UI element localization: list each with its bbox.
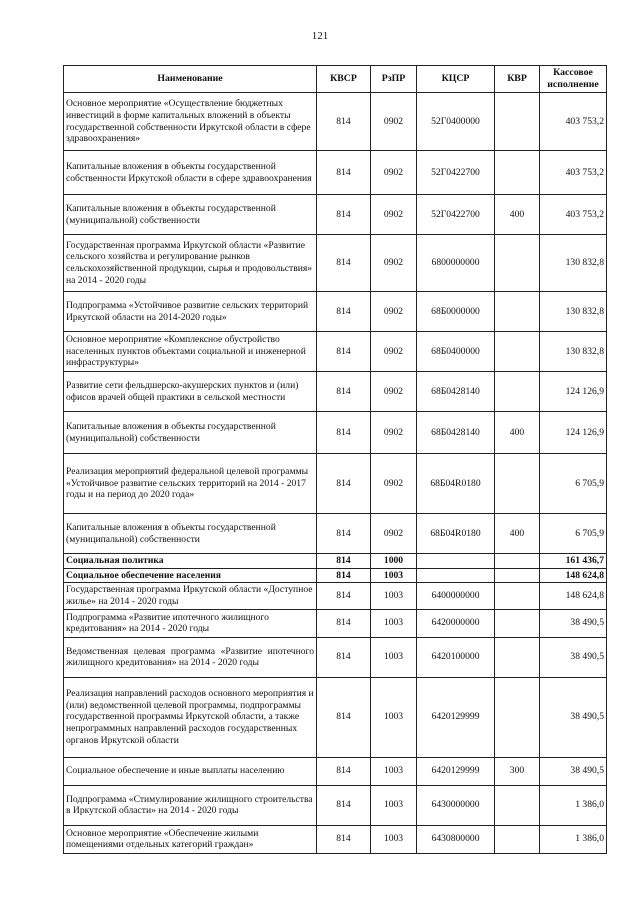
- cell-amount: 148 624,8: [540, 583, 607, 609]
- table-row: [64, 372, 607, 412]
- cell-name: Социальное обеспечение и иные выплаты населению: [64, 757, 317, 785]
- header-kcsr: КЦСР: [417, 66, 495, 93]
- cell-kvr: [495, 825, 540, 853]
- cell-kvsr: 814: [317, 568, 371, 583]
- table-row: [64, 292, 607, 332]
- cell-amount: 38 490,5: [540, 677, 607, 757]
- cell-kvr: [495, 372, 540, 412]
- cell-name: Ведомственная целевая программа «Развитие ипотечного жилищного кредитования» на 2014 - 2020 годы: [64, 637, 317, 677]
- cell-kcsr: 68Б04R0180: [417, 454, 495, 514]
- table-row: [64, 677, 607, 757]
- cell-amount: 130 832,8: [540, 332, 607, 372]
- cell-rzpr: 1003: [371, 637, 417, 677]
- cell-rzpr: 0902: [371, 372, 417, 412]
- cell-amount: 161 436,7: [540, 554, 607, 569]
- cell-kvr: 400: [495, 412, 540, 454]
- cell-name: Реализация мероприятий федеральной целевой программы «Устойчивое развитие сельских территорий на 2014 - 2017 годы и на период до 2020 года»: [64, 454, 317, 514]
- cell-amount: 148 624,8: [540, 568, 607, 583]
- cell-rzpr: 1003: [371, 785, 417, 825]
- cell-kvr: [495, 554, 540, 569]
- cell-name: Капитальные вложения в объекты государственной (муниципальной) собственности: [64, 412, 317, 454]
- cell-amount: 130 832,8: [540, 235, 607, 292]
- cell-name: Основное мероприятие «Обеспечение жилыми помещениями отдельных категорий граждан»: [64, 825, 317, 853]
- cell-rzpr: 0902: [371, 292, 417, 332]
- cell-rzpr: 0902: [371, 332, 417, 372]
- cell-kvr: [495, 583, 540, 609]
- cell-kvsr: 814: [317, 332, 371, 372]
- cell-kvr: [495, 151, 540, 195]
- table-row: [64, 825, 607, 853]
- cell-kvr: [495, 677, 540, 757]
- cell-name: Капитальные вложения в объекты государственной (муниципальной) собственности: [64, 514, 317, 554]
- cell-kvsr: 814: [317, 151, 371, 195]
- cell-kcsr: 6420129999: [417, 677, 495, 757]
- cell-kvsr: 814: [317, 454, 371, 514]
- cell-kvr: [495, 785, 540, 825]
- cell-kvsr: 814: [317, 372, 371, 412]
- cell-name: Основное мероприятие «Комплексное обустройство населенных пунктов объектами социальной и инженерной инфраструктуры»: [64, 332, 317, 372]
- cell-kcsr: 68Б04R0180: [417, 514, 495, 554]
- cell-rzpr: 1003: [371, 757, 417, 785]
- cell-rzpr: 1003: [371, 825, 417, 853]
- table-row: [64, 757, 607, 785]
- cell-kcsr: [417, 568, 495, 583]
- table-row: [64, 235, 607, 292]
- cell-name: Государственная программа Иркутской области «Доступное жилье» на 2014 - 2020 годы: [64, 583, 317, 609]
- cell-rzpr: 0902: [371, 93, 417, 151]
- cell-kvr: [495, 93, 540, 151]
- cell-kvr: [495, 235, 540, 292]
- cell-name: Основное мероприятие «Осуществление бюджетных инвестиций в форме капитальных вложений в объекты государственной собственности Иркутской области в сфере здравоохранения»: [64, 93, 317, 151]
- cell-amount: 38 490,5: [540, 637, 607, 677]
- cell-kvsr: 814: [317, 93, 371, 151]
- cell-amount: 6 705,9: [540, 514, 607, 554]
- cell-rzpr: 1000: [371, 554, 417, 569]
- cell-kcsr: [417, 554, 495, 569]
- cell-kvsr: 814: [317, 554, 371, 569]
- cell-amount: 38 490,5: [540, 757, 607, 785]
- cell-amount: 130 832,8: [540, 292, 607, 332]
- cell-kvsr: 814: [317, 412, 371, 454]
- cell-kvsr: 814: [317, 292, 371, 332]
- cell-kvsr: 814: [317, 235, 371, 292]
- cell-kvsr: 814: [317, 825, 371, 853]
- cell-amount: 403 753,2: [540, 195, 607, 235]
- cell-kcsr: 68Б0400000: [417, 332, 495, 372]
- cell-amount: 6 705,9: [540, 454, 607, 514]
- cell-kvr: [495, 568, 540, 583]
- cell-rzpr: 0902: [371, 412, 417, 454]
- cell-kvsr: 814: [317, 637, 371, 677]
- cell-rzpr: 1003: [371, 677, 417, 757]
- cell-kcsr: 6800000000: [417, 235, 495, 292]
- table-row: [64, 151, 607, 195]
- header-name: Наименование: [64, 66, 317, 93]
- header-kvsr: КВСР: [317, 66, 371, 93]
- cell-kvr: [495, 454, 540, 514]
- cell-amount: 1 386,0: [540, 785, 607, 825]
- table-row: [64, 412, 607, 454]
- cell-kvsr: 814: [317, 677, 371, 757]
- cell-kcsr: 68Б0000000: [417, 292, 495, 332]
- table-row: [64, 609, 607, 637]
- cell-kcsr: 52Г0400000: [417, 93, 495, 151]
- cell-rzpr: 0902: [371, 151, 417, 195]
- cell-name: Подпрограмма «Развитие ипотечного жилищного кредитования» на 2014 - 2020 годы: [64, 609, 317, 637]
- table-row: [64, 195, 607, 235]
- cell-amount: 403 753,2: [540, 151, 607, 195]
- table-header-row: [64, 66, 607, 93]
- table-row-section: [64, 568, 607, 583]
- cell-kvsr: 814: [317, 757, 371, 785]
- table-row-section: [64, 554, 607, 569]
- cell-kcsr: 52Г0422700: [417, 151, 495, 195]
- cell-kvr: [495, 609, 540, 637]
- cell-kcsr: 6430800000: [417, 825, 495, 853]
- cell-amount: 1 386,0: [540, 825, 607, 853]
- cell-kvr: 400: [495, 514, 540, 554]
- cell-amount: 124 126,9: [540, 412, 607, 454]
- cell-kvr: [495, 637, 540, 677]
- table-row: [64, 785, 607, 825]
- cell-kvsr: 814: [317, 195, 371, 235]
- cell-name: Социальное обеспечение населения: [64, 568, 317, 583]
- cell-kvr: [495, 292, 540, 332]
- cell-rzpr: 1003: [371, 568, 417, 583]
- cell-rzpr: 0902: [371, 235, 417, 292]
- table-row: [64, 454, 607, 514]
- cell-kcsr: 6400000000: [417, 583, 495, 609]
- cell-kvsr: 814: [317, 609, 371, 637]
- cell-name: Подпрограмма «Стимулирование жилищного строительства в Иркутской области» на 2014 - 2020 годы: [64, 785, 317, 825]
- table-row: [64, 583, 607, 609]
- cell-kvr: 300: [495, 757, 540, 785]
- cell-kcsr: 68Б0428140: [417, 412, 495, 454]
- cell-amount: 403 753,2: [540, 93, 607, 151]
- header-kvr: КВР: [495, 66, 540, 93]
- cell-name: Капитальные вложения в объекты государственной собственности Иркутской области в сфере здравоохранения: [64, 151, 317, 195]
- cell-amount: 38 490,5: [540, 609, 607, 637]
- cell-rzpr: 0902: [371, 454, 417, 514]
- cell-kcsr: 6430000000: [417, 785, 495, 825]
- cell-name: Социальная политика: [64, 554, 317, 569]
- cell-kcsr: 52Г0422700: [417, 195, 495, 235]
- cell-kvr: [495, 332, 540, 372]
- cell-kvsr: 814: [317, 583, 371, 609]
- cell-kcsr: 6420100000: [417, 637, 495, 677]
- cell-kvr: 400: [495, 195, 540, 235]
- cell-kcsr: 6420129999: [417, 757, 495, 785]
- table-row: [64, 332, 607, 372]
- table-row: [64, 93, 607, 151]
- header-amount: Кассовое исполнение: [540, 66, 607, 93]
- cell-name: Государственная программа Иркутской области «Развитие сельского хозяйства и регулирование рынков сельскохозяйственной продукции, сырья и продовольствия» на 2014 - 2020 годы: [64, 235, 317, 292]
- page-number: 121: [311, 30, 329, 42]
- cell-rzpr: 0902: [371, 195, 417, 235]
- cell-amount: 124 126,9: [540, 372, 607, 412]
- cell-name: Подпрограмма «Устойчивое развитие сельских территорий Иркутской области на 2014-2020 годы»: [64, 292, 317, 332]
- cell-kcsr: 68Б0428140: [417, 372, 495, 412]
- cell-kvsr: 814: [317, 785, 371, 825]
- table-row: [64, 637, 607, 677]
- cell-rzpr: 1003: [371, 583, 417, 609]
- cell-name: Развитие сети фельдшерско-акушерских пунктов и (или) офисов врачей общей практики в сельской местности: [64, 372, 317, 412]
- cell-name: Реализация направлений расходов основного мероприятия и (или) ведомственной целевой программы, подпрограммы государственной программы Иркутской области, а также непрограммных направлений расходов государственных органов Иркутской области: [64, 677, 317, 757]
- header-rzpr: РзПР: [371, 66, 417, 93]
- cell-rzpr: 0902: [371, 514, 417, 554]
- cell-name: Капитальные вложения в объекты государственной (муниципальной) собственности: [64, 195, 317, 235]
- cell-kcsr: 6420000000: [417, 609, 495, 637]
- budget-execution-table: [63, 65, 607, 854]
- cell-rzpr: 1003: [371, 609, 417, 637]
- table-row: [64, 514, 607, 554]
- cell-kvsr: 814: [317, 514, 371, 554]
